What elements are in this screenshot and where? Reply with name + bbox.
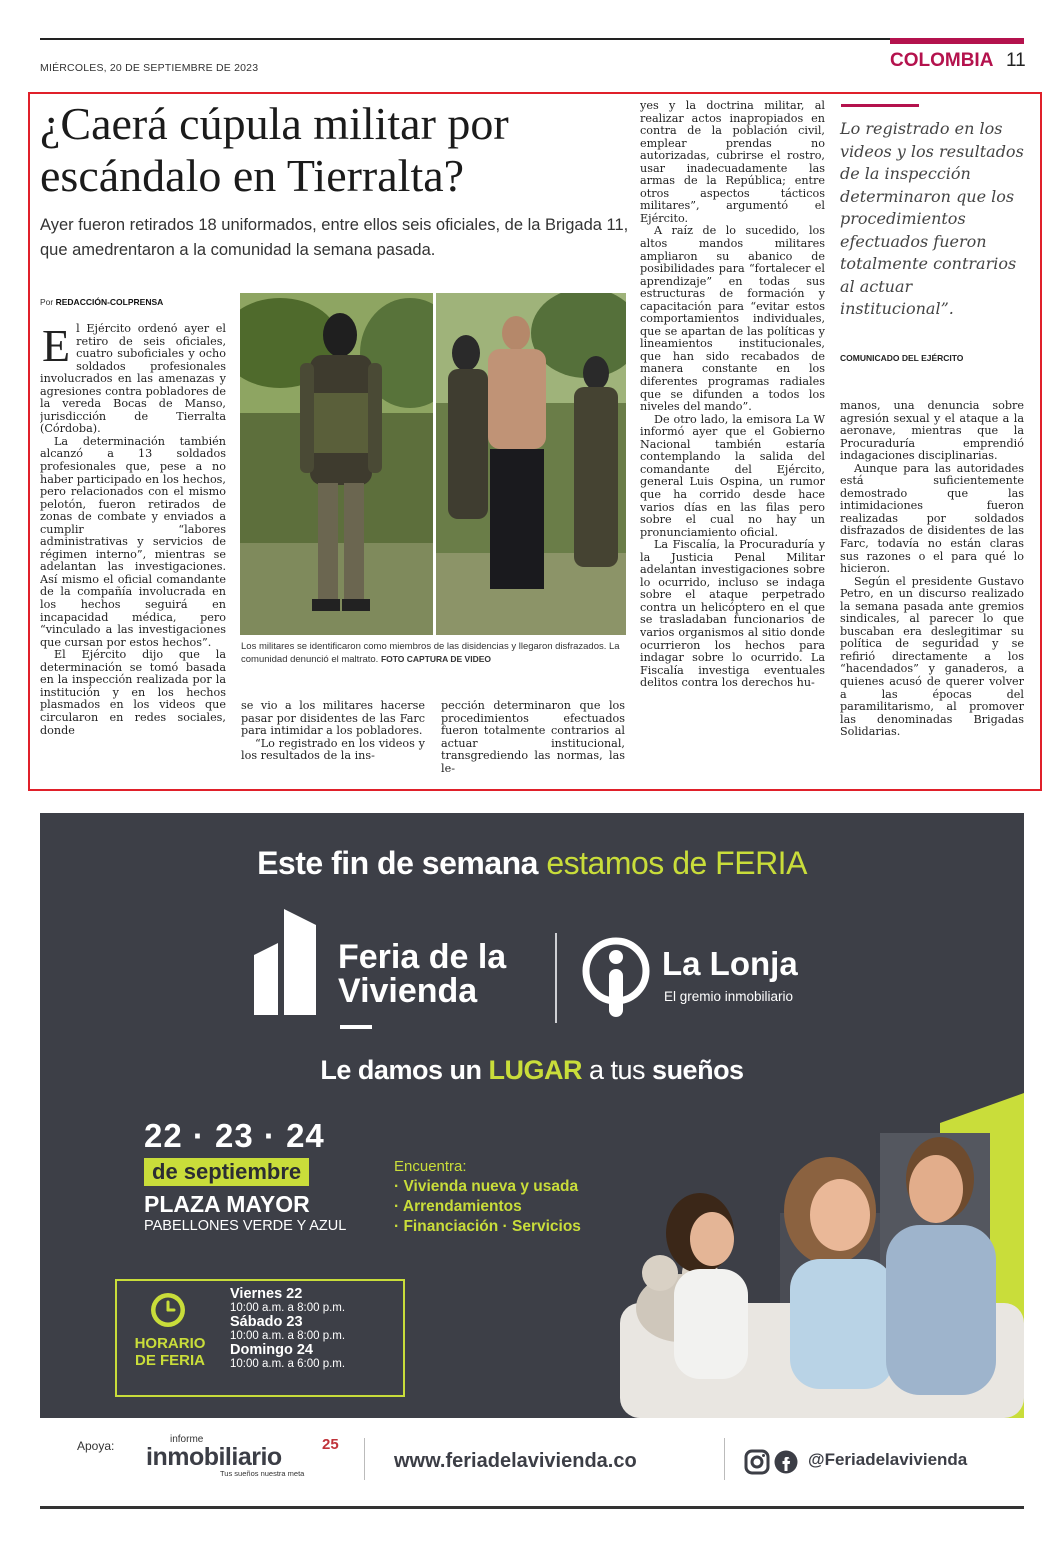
clock-icon bbox=[148, 1290, 188, 1330]
drop-cap: E bbox=[42, 323, 71, 371]
paragraph: La Fiscalía, la Procuraduría y la Justicia Penal Militar adelantan investigaciones sobre lo ocurrido, incluso se indaga sobre el ataque perpetrado contra un helicóptero en el que se trasladaban funcionarios de varios organismos al sitio donde ocurrieron los hechos para indagar sobre lo ocurrido. La Fiscalía investiga eventuales delitos contra los derechos hu- bbox=[640, 538, 825, 690]
top-rule bbox=[40, 38, 1024, 40]
article-column-5 bbox=[840, 400, 1024, 775]
publication-date: MIÉRCOLES, 20 DE SEPTIEMBRE DE 2023 bbox=[40, 62, 259, 74]
hours-list bbox=[230, 1287, 345, 1371]
ad-support-label: Apoya: bbox=[77, 1439, 115, 1453]
article-subhead: Ayer fueron retirados 18 uniformados, entre ellos seis oficiales, de la Brigada 11, que amedrentaron a la comunidad la semana pasada. bbox=[40, 216, 629, 259]
feria-logo-text: Feria de la Vivienda bbox=[338, 938, 507, 1010]
article-photo-soldier bbox=[240, 293, 433, 635]
lalonja-logo-icon bbox=[580, 935, 652, 1021]
event-dates: 22 · 23 · 24 bbox=[144, 1117, 325, 1154]
article-photo-victim bbox=[436, 293, 626, 635]
paragraph: La determinación también alcanzó a 13 soldados profesionales que, pese a no haber participado en los hechos, pero relacionados con el mismo pelotón, fueron retirados de zonas de combate y enviados a cumplir “labores administrativas y servicios de régimen interno”, mientras se adelantan las investigaciones. Así mismo el oficial comandante de la compañía involucrada en los hechos seguirá en incapacidad médica, pero “vinculado a las investigaciones que cursan por estos hechos”. bbox=[40, 434, 226, 649]
paragraph: pección determinaron que los procedimientos efectuados fueron totalmente contrarios al actuar institucional, transgrediendo las normas, las le- bbox=[441, 700, 625, 775]
ad-slogan: Le damos un LUGAR a tus sueños bbox=[320, 1055, 744, 1085]
photo-victim-illustration bbox=[436, 293, 626, 635]
paragraph: Según el presidente Gustavo Petro, en un discurso realizado la semana pasada ante gremios sindicales, al parecer lo que buscaban era deslegitimar su política de seguridad y se refirió directamente a los “hacendados” y ganaderos, a quienes acusó de querer volver a las épocas del paramilitarismo, al promover las denominadas Brigadas Solidarias. bbox=[840, 574, 1024, 739]
paragraph: “Lo registrado en los videos y los resultados de la ins- bbox=[241, 736, 425, 763]
section-color-bar bbox=[890, 38, 1024, 44]
feria-logo-underline bbox=[340, 1025, 372, 1029]
hours-label: HORARIO DE FERIA bbox=[134, 1335, 206, 1369]
facebook-icon bbox=[775, 1451, 798, 1474]
hours-day: Viernes 22 bbox=[230, 1286, 303, 1302]
hours-day: Sábado 23 bbox=[230, 1314, 303, 1330]
ad-social-handle[interactable]: @Feriadelavivienda bbox=[808, 1450, 968, 1469]
pullquote-accent-bar bbox=[841, 104, 919, 107]
byline bbox=[40, 297, 163, 307]
informe-logo-badge: 25 bbox=[322, 1436, 339, 1453]
pullquote: Lo registrado en los videos y los resultados de la inspección determinaron que los procedimientos efectuados fueron totalmente contrarios al actuar institucional”. bbox=[840, 119, 1024, 318]
article-headline: ¿Caerá cúpula militar por escándalo en Tierralta? bbox=[40, 98, 509, 201]
article-column-3 bbox=[441, 700, 625, 776]
lalonja-subtitle: El gremio inmobiliario bbox=[664, 989, 794, 1004]
lalonja-name: La Lonja bbox=[662, 945, 798, 982]
logo-divider bbox=[555, 933, 557, 1023]
ad-website-link[interactable]: www.feriadelavivienda.co bbox=[394, 1450, 637, 1472]
ad-family-photo bbox=[600, 1093, 1024, 1418]
offering-item: · Vivienda nueva y usada bbox=[394, 1178, 579, 1195]
informe-logo-slogan: Tus sueños nuestra meta bbox=[220, 1469, 305, 1478]
article-column-2 bbox=[241, 700, 425, 776]
photo-soldier-illustration bbox=[240, 293, 433, 635]
hours-day: Domingo 24 bbox=[230, 1342, 313, 1358]
photo-caption: Los militares se identificaron como miembros de las disidencias y llegaron disfrazados. La comunidad denunció el maltrato. FOTO CAPTURA DE VIDEO bbox=[241, 641, 620, 665]
offering-item: · Financiación · Servicios bbox=[394, 1218, 581, 1235]
event-venue: PLAZA MAYOR bbox=[144, 1191, 310, 1217]
article-column-4 bbox=[640, 100, 825, 775]
instagram-icon bbox=[746, 1451, 768, 1473]
social-icons bbox=[744, 1449, 800, 1475]
hours-time: 10:00 a.m. a 8:00 p.m. bbox=[230, 1330, 346, 1342]
article-column-1 bbox=[40, 323, 226, 773]
feria-logo-icon bbox=[248, 905, 328, 1035]
byline-prefix: Por bbox=[40, 297, 54, 307]
ad-tagline: Este fin de semana estamos de FERIA bbox=[257, 845, 807, 881]
paragraph: A raíz de lo sucedido, los altos mandos militares ampliaron su abanico de posibilidades para “fortalecer el aprendizaje” en todas sus estructuras de formación y capacitación para “evitar estos comportamientos individuales, que se apartan de las políticas y lineamientos institucionales, que han sido recabados de manera constante en los diferentes programas radiales que se difunden a todos los niveles del mando”. bbox=[640, 224, 825, 414]
offering-item: · Arrendamientos bbox=[394, 1198, 522, 1215]
event-offerings: Encuentra: · Vivienda nueva y usada · Arrendamientos · Financiación · Servicios bbox=[394, 1158, 581, 1235]
paragraph: yes y la doctrina militar, al realizar actos inapropiados en contra de la población civil, emplear prendas no autorizadas, cubrirse el rostro, usar inadecuadamente las armas de la República; entre otros aspectos tácticos militares”, argumentó el Ejército. bbox=[640, 100, 825, 225]
paragraph: El Ejército dijo que la determinación se tomó basada en la inspección realizada por la institución y en los hechos plasmados en los videos que circularon en redes sociales, donde bbox=[40, 648, 226, 737]
page-number: 11 bbox=[1006, 50, 1026, 71]
footer-divider bbox=[364, 1438, 365, 1480]
paragraph: El Ejército ordenó ayer el retiro de seis oficiales, cuatro suboficiales y ocho soldados profesionales involucrados en las amenazas y agresiones contra pobladores de la vereda Bocas de Manso, jurisdicción de Tierralta (Córdoba). bbox=[40, 323, 226, 436]
advertisement-feria-vivienda bbox=[40, 813, 1024, 1418]
informe-logo-brand: inmobiliario bbox=[146, 1443, 282, 1471]
event-month: de septiembre bbox=[144, 1158, 309, 1186]
paragraph: manos, una denuncia sobre agresión sexual y el ataque a la aeronave, mientras que la Procuraduría emprendió indagaciones disciplinarias. bbox=[840, 400, 1024, 463]
hours-time: 10:00 a.m. a 6:00 p.m. bbox=[230, 1358, 346, 1370]
informe-logo-top: informe bbox=[170, 1434, 204, 1445]
pullquote-source: COMUNICADO DEL EJÉRCITO bbox=[840, 353, 964, 363]
section-name: COLOMBIA bbox=[890, 50, 994, 71]
event-pavilions: PABELLONES VERDE Y AZUL bbox=[144, 1218, 347, 1234]
footer-divider bbox=[724, 1438, 725, 1480]
hours-time: 10:00 a.m. a 8:00 p.m. bbox=[230, 1302, 346, 1314]
paragraph: De otro lado, la emisora La W informó ayer que el Gobierno Nacional también estaría contemplando la salida del comandante del Ejército, general Luis Ospina, un rumor que ha corrido desde hace varios días en las filas pero sobre el cual no hay un pronunciamiento oficial. bbox=[640, 412, 825, 539]
bottom-rule bbox=[40, 1506, 1024, 1509]
paragraph: Aunque para las autoridades está suficientemente demostrado que las intimidaciones fueron realizadas por soldados disfrazados de disidentes de las Farc, todavía no están claras sus razones o el para qué lo hicieron. bbox=[840, 461, 1024, 576]
byline-author: REDACCIÓN-COLPRENSA bbox=[55, 297, 164, 307]
photo-credit: FOTO CAPTURA DE VIDEO bbox=[380, 654, 491, 664]
paragraph: se vio a los militares hacerse pasar por disidentes de las Farc para intimidar a los pobladores. bbox=[241, 700, 425, 738]
